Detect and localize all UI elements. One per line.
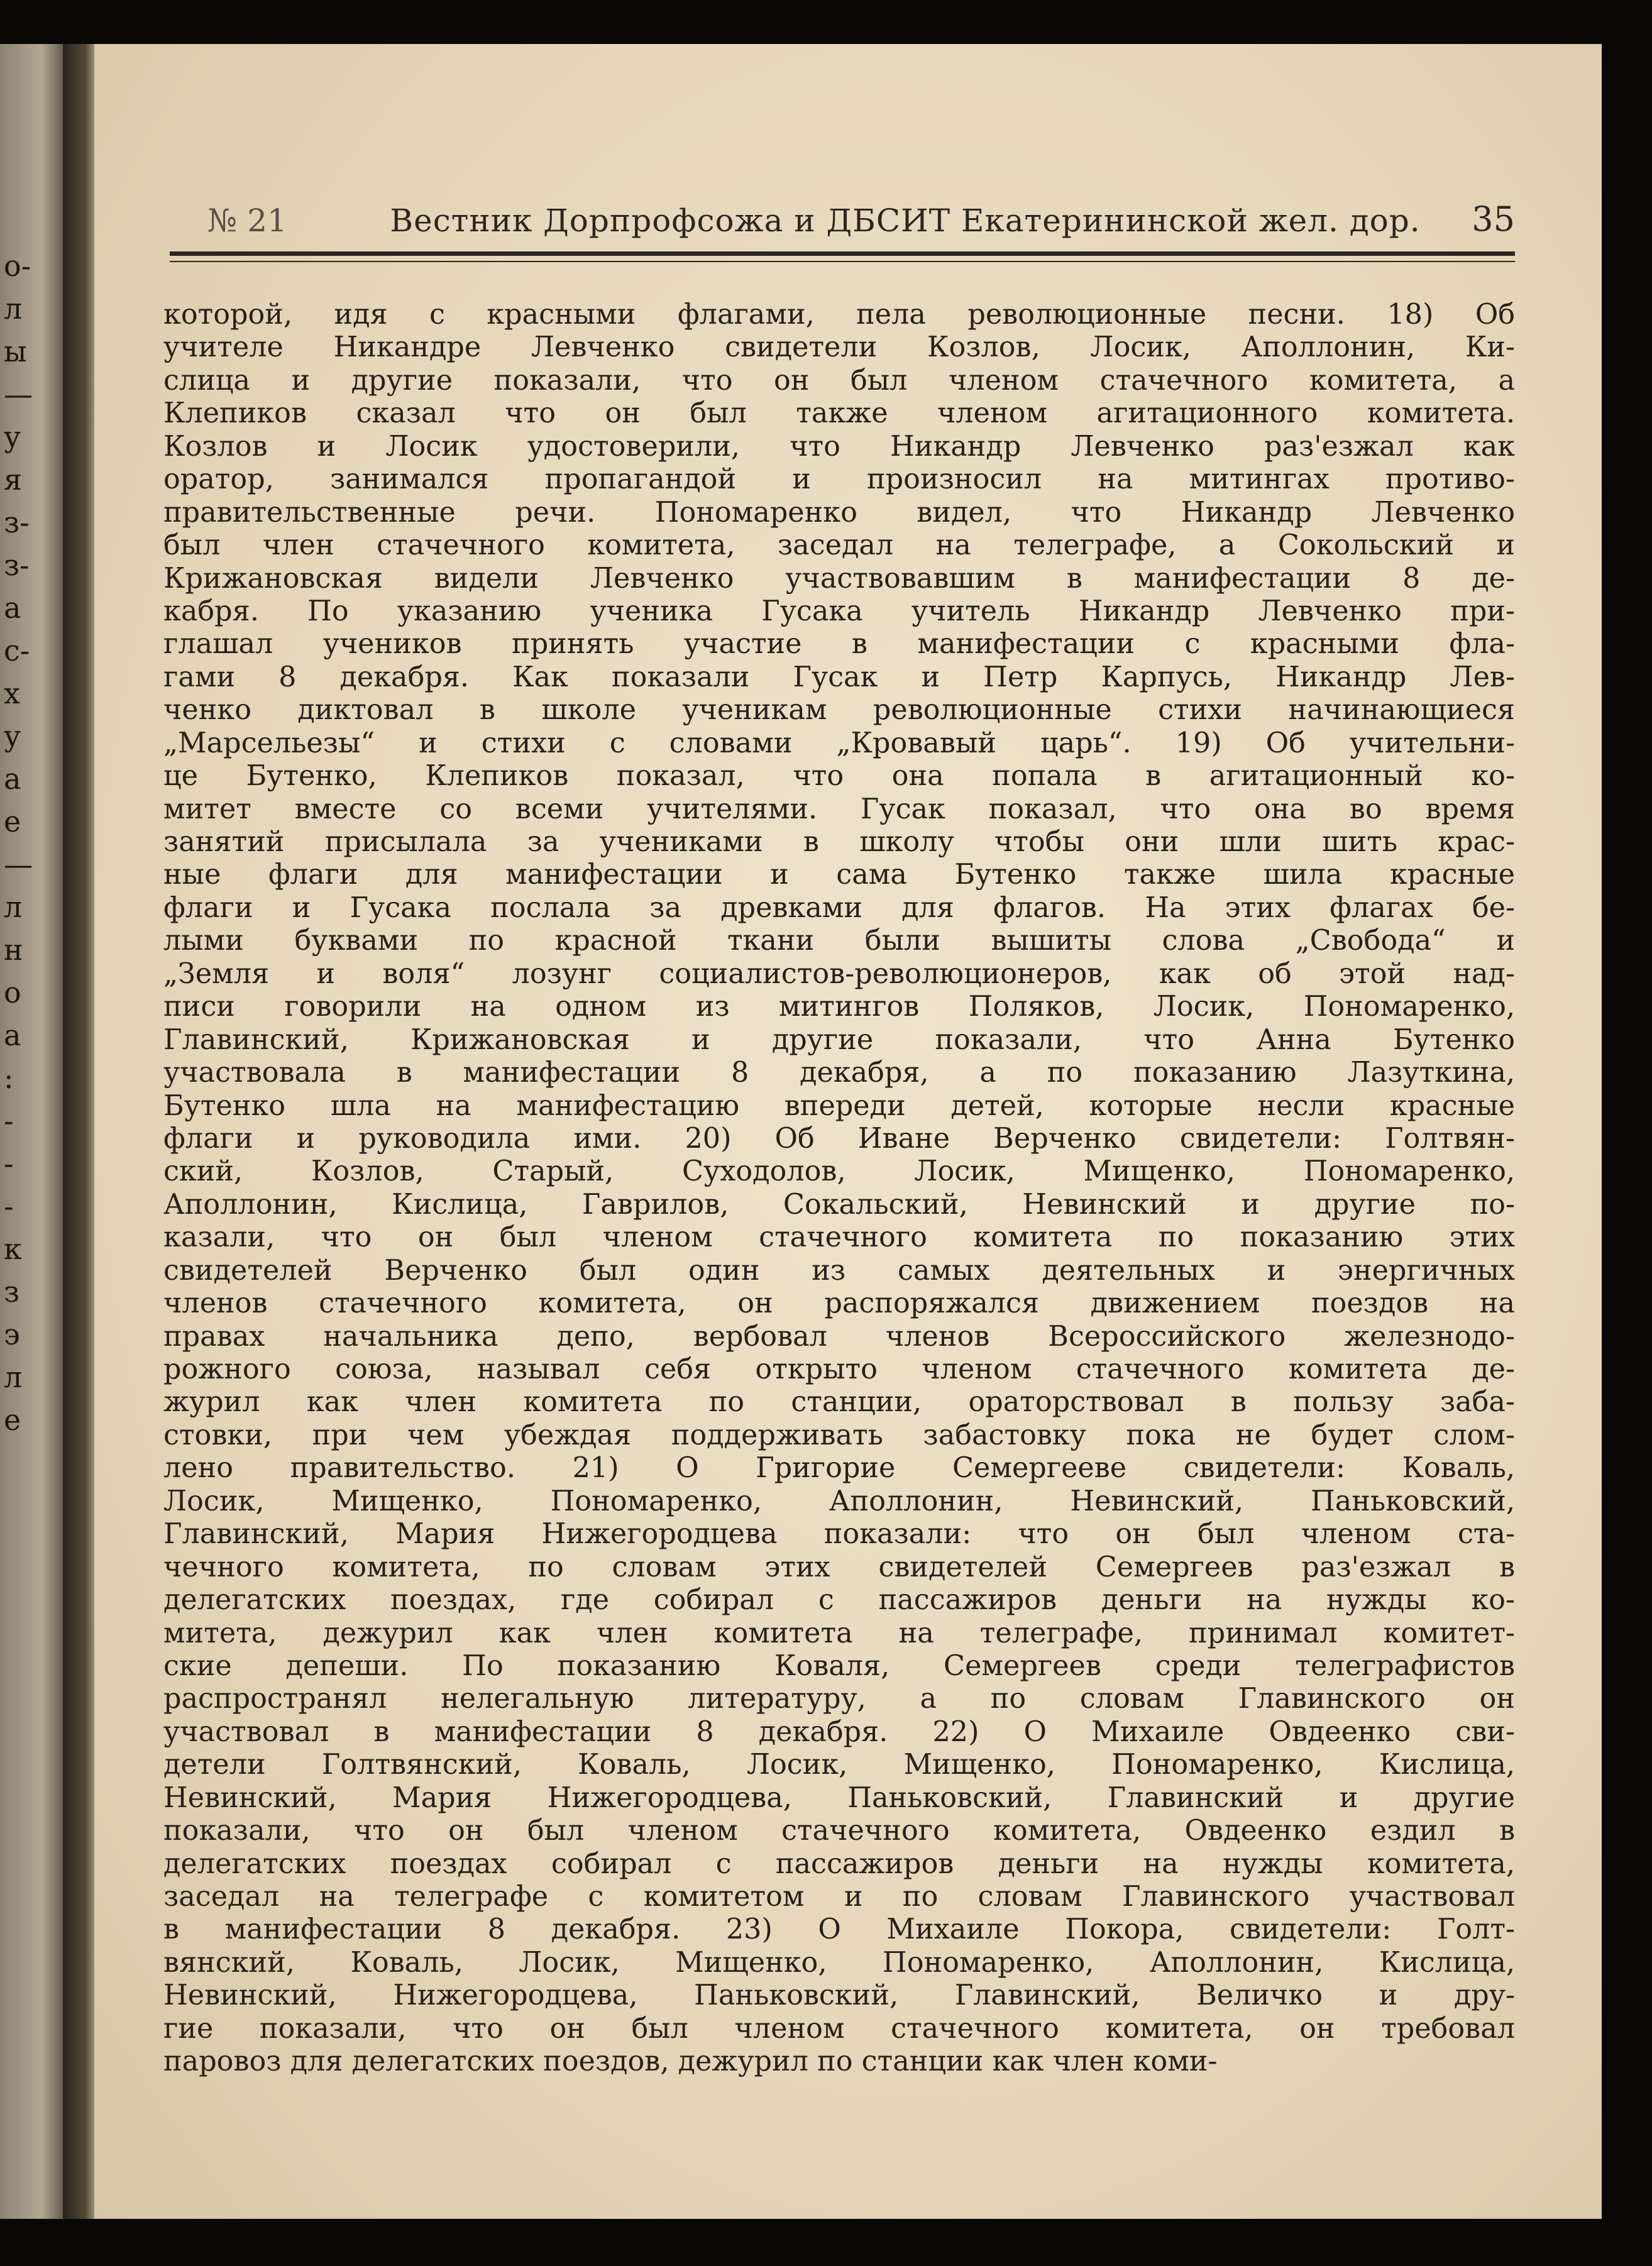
fragment-glyph: з: [4, 1275, 20, 1309]
text-line: членов стачечного комитета, он распоряжался движением поездов на: [163, 1287, 1515, 1320]
fragment-glyph: я: [4, 463, 23, 497]
text-line: показали, что он был членом стачечного комитета, Овдеенко ездил в: [163, 1815, 1515, 1847]
text-line: чечного комитета, по словам этих свидетелей Семергеев раз'езжал в: [163, 1551, 1515, 1583]
fragment-glyph: -: [4, 1189, 14, 1223]
issue-number: № 21: [207, 202, 287, 239]
fragment-glyph: к: [4, 1232, 22, 1266]
fragment-glyph: -: [4, 1147, 14, 1180]
text-line: глашал учеников принять участие в манифестации с красными фла-: [163, 628, 1515, 661]
fragment-glyph: а: [4, 762, 21, 796]
text-line: паровоз для делегатских поездов, дежурил по станции как член коми-: [163, 2045, 1218, 2078]
text-line: слица и другие показали, что он был членом стачечного комитета, а: [163, 364, 1515, 397]
text-line: Невинский, Мария Нижегородцева, Паньковский, Главинский и другие: [163, 1781, 1515, 1814]
fragment-glyph: ы: [4, 334, 27, 368]
text-line: делегатских поездах, где собирал с пассажиров деньги на нужды ко-: [163, 1584, 1515, 1617]
text-line: „Марсельезы“ и стихи с словами „Кровавый царь“. 19) Об учительни-: [163, 727, 1515, 759]
text-line: ский, Козлов, Старый, Суходолов, Лосик, Мищенко, Пономаренко,: [163, 1155, 1515, 1188]
text-line: которой, идя с красными флагами, пела революционные песни. 18) Об: [163, 299, 1515, 331]
running-title: Вестник Дорпрофсожа и ДБСИТ Екатерининской жел. дор.: [390, 202, 1421, 239]
fragment-glyph: н: [4, 933, 23, 967]
text-line: Лосик, Мищенко, Пономаренко, Аполлонин, Невинский, Паньковский,: [163, 1485, 1515, 1517]
text-line: ченко диктовал в школе ученикам революционные стихи начинающиеся: [163, 694, 1515, 727]
header-rule: [170, 251, 1515, 256]
fragment-glyph: х: [4, 676, 20, 710]
text-line: митет вместе со всеми учителями. Гусак показал, что она во время: [163, 793, 1515, 825]
text-line: флаги и руководила ими. 20) Об Иване Верченко свидетели: Голтвян-: [163, 1122, 1515, 1155]
fragment-glyph: о: [4, 976, 21, 1009]
fragment-glyph: :: [4, 1061, 14, 1095]
text-line: Аполлонин, Кислица, Гаврилов, Сокальский, Невинский и другие по-: [163, 1188, 1515, 1221]
text-line: лыми буквами по красной ткани были вышиты слова „Свобода“ и: [163, 925, 1515, 957]
text-line: свидетелей Верченко был один из самых деятельных и энергичных: [163, 1254, 1515, 1287]
fragment-glyph: у: [4, 719, 21, 753]
text-line: Главинский, Крижановская и другие показали, что Анна Бутенко: [163, 1023, 1515, 1056]
text-line: ные флаги для манифестации и сама Бутенко также шила красные: [163, 859, 1515, 891]
text-line: лено правительство. 21) О Григорие Семергееве свидетели: Коваль,: [163, 1452, 1515, 1485]
fragment-glyph: э: [4, 1317, 20, 1351]
text-line: был член стачечного комитета, заседал на телеграфе, а Сокольский и: [163, 529, 1515, 562]
text-line: заседал на телеграфе с комитетом и по словам Главинского участвовал: [163, 1881, 1515, 1913]
text-line: учителе Никандре Левченко свидетели Козлов, Лосик, Аполлонин, Ки-: [163, 331, 1515, 364]
text-line: ские депеши. По показанию Коваля, Семергеев среди телеграфистов: [163, 1649, 1515, 1682]
fragment-glyph: а: [4, 591, 21, 625]
text-line: Бутенко шла на манифестацию впереди детей, которые несли красные: [163, 1089, 1515, 1122]
fragment-glyph: с-: [4, 634, 30, 668]
fragment-glyph: о-: [4, 249, 31, 283]
fragment-glyph: з-: [4, 548, 30, 582]
text-line: Клепиков сказал что он был также членом агитационного комитета.: [163, 397, 1515, 430]
text-line: распространял нелегальную литературу, а по словам Главинского он: [163, 1683, 1515, 1715]
text-line: занятий присылала за учениками в школу чтобы они шли шить крас-: [163, 826, 1515, 858]
fragment-glyph: —: [4, 847, 33, 881]
fragment-glyph: у: [4, 420, 21, 454]
header-rule-thin: [170, 261, 1515, 262]
fragment-glyph: л: [4, 1360, 23, 1394]
fragment-glyph: з-: [4, 505, 30, 539]
text-line: рожного союза, называл себя открыто членом стачечного комитета де-: [163, 1353, 1515, 1385]
text-line: участвовала в манифестации 8 декабря, а по показанию Лазуткина,: [163, 1057, 1515, 1089]
fragment-glyph: -: [4, 1104, 14, 1138]
running-header: [207, 189, 1515, 239]
text-line: в манифестации 8 декабря. 23) О Михаиле Покора, свидетели: Голт-: [163, 1913, 1515, 1946]
fragment-glyph: е: [4, 805, 21, 839]
fragment-glyph: е: [4, 1403, 21, 1437]
text-line: вянский, Коваль, Лосик, Мищенко, Пономаренко, Аполлонин, Кислица,: [163, 1946, 1515, 1979]
text-line: казали, что он был членом стачечного комитета по показанию этих: [163, 1221, 1515, 1254]
text-line: делегатских поездах собирал с пассажиров деньги на нужды комитета,: [163, 1847, 1515, 1880]
body-text: [163, 299, 1515, 2079]
fragment-glyph: а: [4, 1018, 21, 1052]
text-line: правительственные речи. Пономаренко видел, что Никандр Левченко: [163, 496, 1515, 529]
text-line: це Бутенко, Клепиков показал, что она попала в агитационный ко-: [163, 760, 1515, 793]
text-line: Невинский, Нижегородцева, Паньковский, Главинский, Величко и дру-: [163, 1979, 1515, 2012]
text-line: стовки, при чем убеждая поддерживать забастовку пока не будет слом-: [163, 1419, 1515, 1451]
text-line: писи говорили на одном из митингов Поляков, Лосик, Пономаренко,: [163, 991, 1515, 1023]
text-line: детели Голтвянский, Коваль, Лосик, Мищенко, Пономаренко, Кислица,: [163, 1749, 1515, 1781]
text-line: участвовал в манифестации 8 декабря. 22) О Михаиле Овдеенко сви-: [163, 1715, 1515, 1748]
fragment-glyph: л: [4, 292, 23, 326]
text-line: Козлов и Лосик удостоверили, что Никандр Левченко раз'езжал как: [163, 430, 1515, 463]
text-line: кабря. По указанию ученика Гусака учитель Никандр Левченко при-: [163, 595, 1515, 627]
text-line: Главинский, Мария Нижегородцева показали: что он был членом ста-: [163, 1518, 1515, 1551]
text-line: гие показали, что он был членом стачечного комитета, он требовал: [163, 2012, 1515, 2045]
text-line: митета, дежурил как член комитета на телеграфе, принимал комитет-: [163, 1617, 1515, 1649]
page-number: 35: [1472, 199, 1515, 239]
text-line: гами 8 декабря. Как показали Гусак и Петр Карпусь, Никандр Лев-: [163, 661, 1515, 693]
fragment-glyph: л: [4, 890, 23, 924]
book-page: [94, 44, 1602, 2219]
fragment-glyph: —: [4, 377, 33, 411]
text-line: журил как член комитета по станции, ораторствовал в пользу заба-: [163, 1386, 1515, 1419]
text-line: Крижановская видели Левченко участвовавшим в манифестации 8 де-: [163, 562, 1515, 595]
text-line: флаги и Гусака послала за древками для флагов. На этих флагах бе-: [163, 891, 1515, 924]
text-line: оратор, занимался пропагандой и произносил на митингах противо-: [163, 463, 1515, 496]
text-line: правах начальника депо, вербовал членов Всероссийского железнодо-: [163, 1320, 1515, 1353]
text-line: „Земля и воля“ лозунг социалистов-революционеров, как об этой над-: [163, 957, 1515, 990]
